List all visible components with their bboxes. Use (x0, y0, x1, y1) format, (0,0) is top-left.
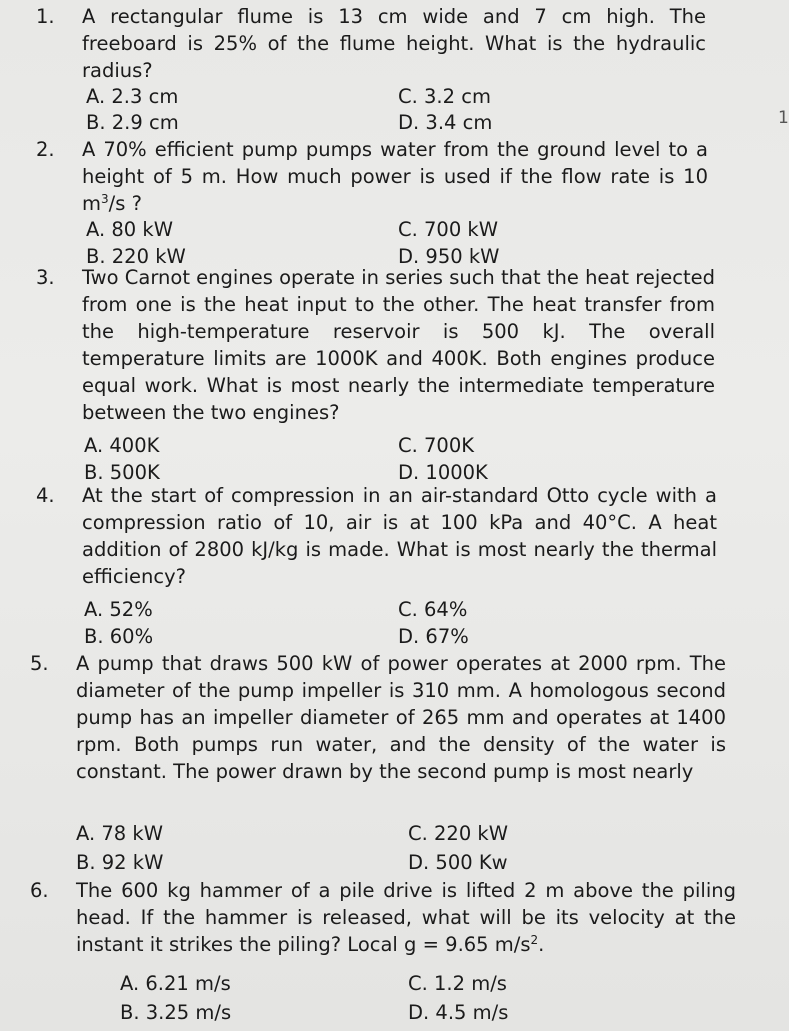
question-text: At the start of compression in an air-standard Otto cycle with a compression ratio of 10, air is at 100 kPa and 40°C. A heat addition of 2800 kJ/kg is made. What is most nearly the thermal efficiency? (82, 484, 717, 588)
option-b: B. 2.9 cm (86, 111, 179, 134)
option-d: D. 1000K (398, 461, 488, 484)
option-d: D. 67% (398, 625, 469, 648)
option-c: C. 220 kW (408, 822, 509, 845)
option-a: A. 6.21 m/s (120, 972, 231, 995)
question-number: 2. (36, 138, 55, 161)
option-a: A. 80 kW (86, 218, 173, 241)
question-text: A rectangular flume is 13 cm wide and 7 cm high. The freeboard is 25% of the flume height. What is the hydraulic radius? (82, 5, 706, 82)
question-6 (30, 877, 740, 961)
option-b: B. 3.25 m/s (120, 1001, 232, 1024)
option-d: D. 4.5 m/s (408, 1001, 509, 1024)
question-number: 1. (36, 5, 55, 28)
option-a: A. 400K (84, 434, 160, 457)
option-c: C. 700K (398, 434, 475, 457)
question-text: A pump that draws 500 kW of power operates at 2000 rpm. The diameter of the pump impeller is 310 mm. A homologous second pump has an impeller diameter of 265 mm and operates at 1400 rpm. Both pumps run water, and the density of the water is constant. The power drawn by the second pump is most nearly (76, 652, 726, 783)
question-2 (36, 136, 716, 217)
question-3 (36, 264, 721, 426)
question-1 (36, 3, 706, 84)
option-c: C. 64% (398, 598, 468, 621)
option-d: D. 500 Kw (408, 851, 508, 874)
question-number: 3. (36, 266, 55, 289)
question-4 (36, 482, 721, 590)
question-number: 6. (30, 879, 49, 902)
option-b: B. 92 kW (76, 851, 164, 874)
question-number: 5. (30, 652, 49, 675)
option-c: C. 1.2 m/s (408, 972, 507, 995)
option-c: C. 3.2 cm (398, 85, 491, 108)
option-a: A. 2.3 cm (86, 85, 179, 108)
question-text: The 600 kg hammer of a pile drive is lifted 2 m above the piling head. If the hammer is released, what will be its velocity at the instant it strikes the piling? Local g = 9.65 $m/s^2$. (76, 879, 736, 956)
option-a: A. 52% (84, 598, 153, 621)
option-b: B. 60% (84, 625, 154, 648)
option-b: B. 500K (84, 461, 160, 484)
margin-mark: 1 (778, 108, 789, 128)
option-a: A. 78 kW (76, 822, 163, 845)
option-b: B. 220 kW (86, 245, 186, 268)
option-d: D. 3.4 cm (398, 111, 493, 134)
question-text: Two Carnot engines operate in series such that the heat rejected from one is the heat input to the other. The heat transfer from the high-temperature reservoir is 500 kJ. The overall temperature limits are 1000K and 400K. Both engines produce equal work. What is most nearly the intermediate temperature between the two engines? (82, 266, 715, 424)
question-5 (30, 650, 730, 812)
question-text: A 70% efficient pump pumps water from the ground level to a height of 5 m. How much power is used if the flow rate is 10 $m^3/s$ ? (82, 138, 708, 215)
question-number: 4. (36, 484, 55, 507)
option-c: C. 700 kW (398, 218, 499, 241)
option-d: D. 950 kW (398, 245, 500, 268)
